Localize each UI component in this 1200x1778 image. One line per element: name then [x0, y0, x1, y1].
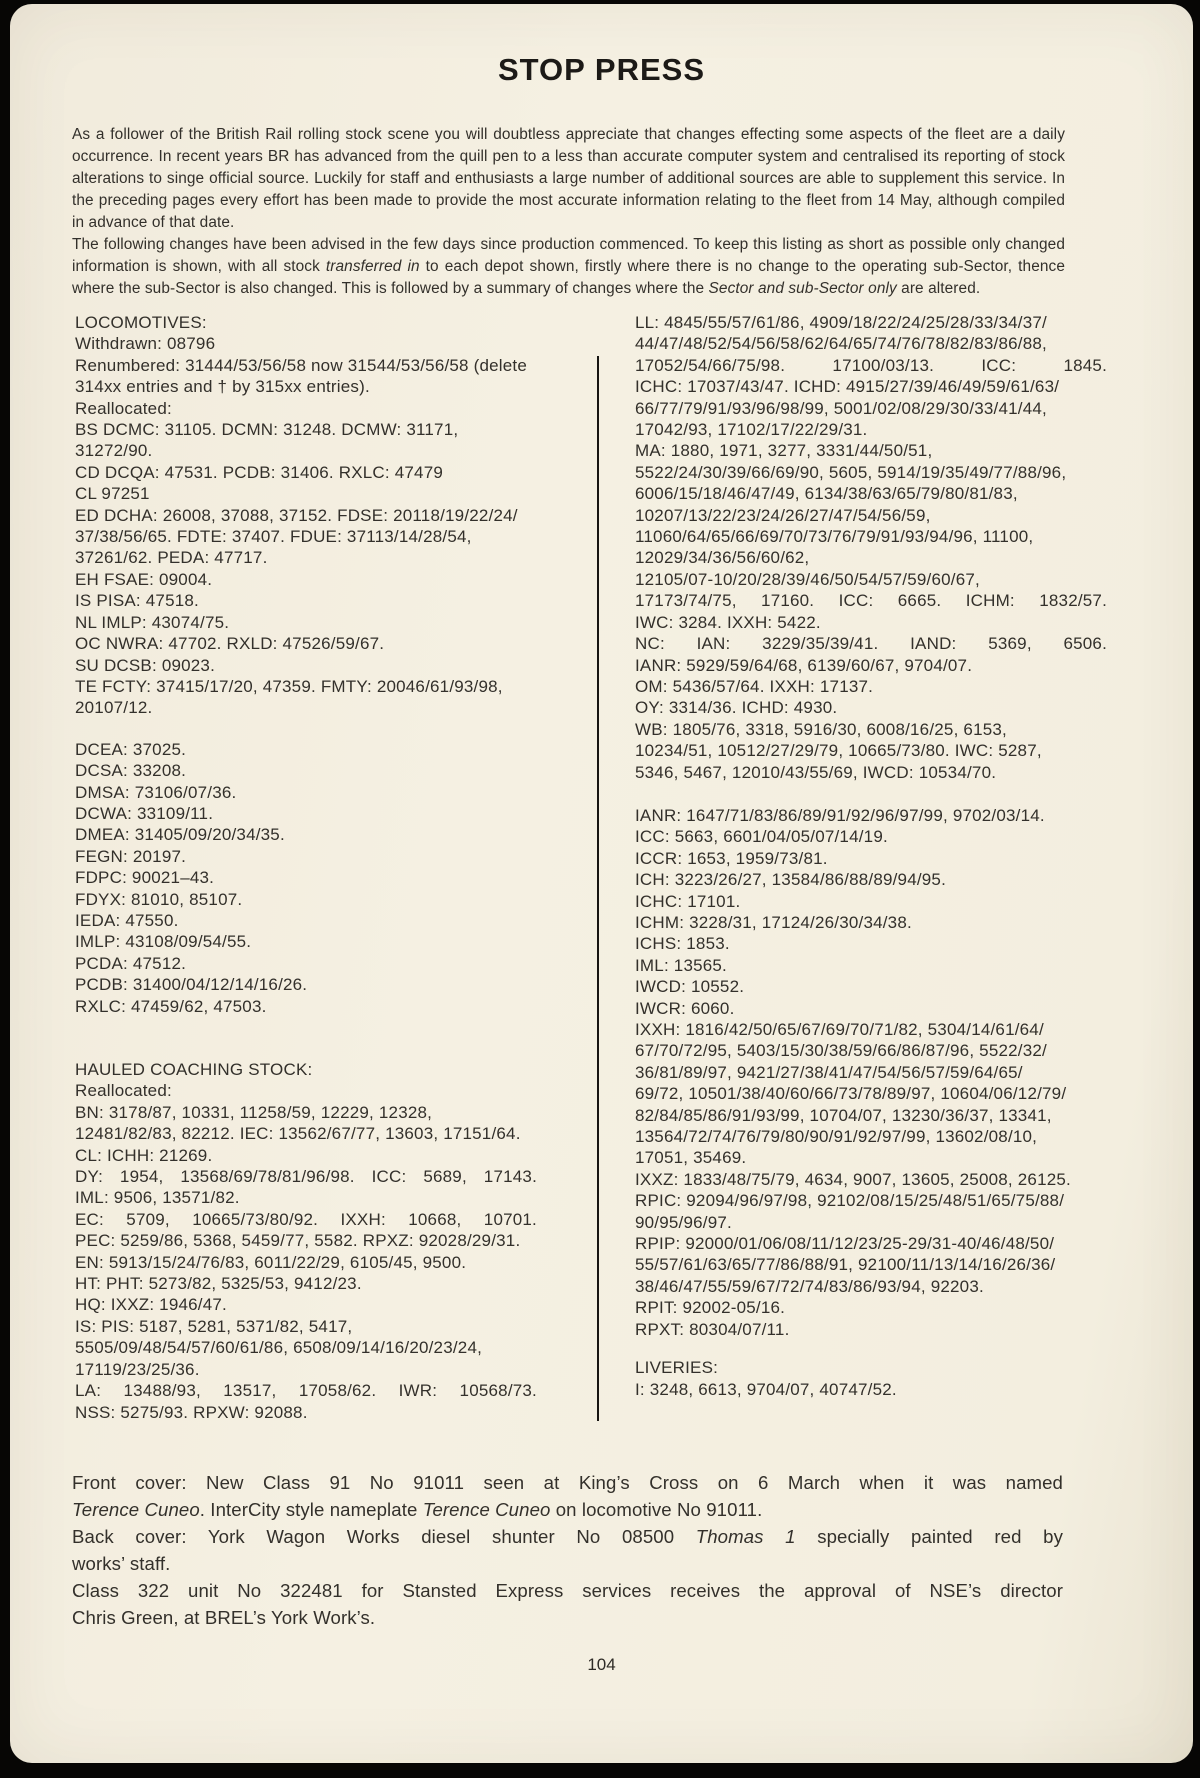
caption-line [72, 1496, 1063, 1523]
stock-line: 17051, 35469. [635, 1148, 747, 1168]
stock-line: 12481/82/83, 82212. IEC: 13562/67/77, 13603, 17151/64. [75, 1124, 521, 1144]
book-page [10, 4, 1193, 1763]
text-segment: works’ staff. [72, 1552, 171, 1574]
text-segment: Chris Green, at BREL’s York Work’s. [72, 1606, 376, 1628]
cover-caption [72, 1523, 1063, 1577]
stock-line: FDYX: 81010, 85107. [75, 889, 243, 909]
stock-line: ICHC: 17037/43/47. ICHD: 4915/27/39/46/49/59/61/63/ [635, 377, 1060, 397]
stock-line: IML: 9506, 13571/82. [75, 1188, 240, 1208]
text-segment: on locomotive No 91011. [550, 1498, 763, 1520]
stock-line: IML: 13565. [635, 955, 727, 975]
stock-line: FEGN: 20197. [75, 846, 187, 866]
stock-line: 69/72, 10501/38/40/60/66/73/78/89/97, 10604/06/12/79/ [635, 1084, 1067, 1104]
stock-line: DCEA: 37025. [75, 739, 187, 759]
stock-line: ICCR: 1653, 1959/73/81. [635, 848, 828, 868]
stock-line: 314xx entries and † by 315xx entries). [75, 377, 370, 397]
caption-line [72, 1550, 1063, 1577]
stock-line: IWC: 3284. IXXH: 5422. [635, 612, 821, 632]
stock-line: NL IMLP: 43074/75. [75, 612, 230, 632]
stock-line: LA: 13488/93, 13517, 17058/62. IWR: 10568/73. [75, 1381, 537, 1401]
caption-line [72, 1523, 1063, 1550]
text-segment: are altered. [896, 280, 981, 297]
stock-line: 12105/07-10/20/28/39/46/50/54/57/59/60/67, [635, 569, 980, 589]
stock-line: HAULED COACHING STOCK: [75, 1060, 313, 1079]
stock-line: WB: 1805/76, 3318, 5916/30, 6008/16/25, 6153, [635, 719, 1007, 739]
stock-group [75, 312, 537, 719]
stock-line: 38/46/47/55/59/67/72/74/83/86/93/94, 92203. [635, 1276, 984, 1296]
stock-line: 17052/54/66/75/98. 17100/03/13. ICC: 1845. [635, 355, 1107, 375]
stock-line: CL: ICHH: 21269. [75, 1145, 213, 1165]
stock-line: 10234/51, 10512/27/29/79, 10665/73/80. IWC: 5287, [635, 741, 1042, 761]
text-segment: Class 322 unit No 322481 for Stansted Express services receives the approval of NSE’s director [72, 1579, 1063, 1601]
stock-line: DY: 1954, 13568/69/78/81/96/98. ICC: 5689, 17143. [75, 1167, 537, 1187]
stock-line: IS: PIS: 5187, 5281, 5371/82, 5417, [75, 1316, 353, 1336]
caption-line [72, 1469, 1063, 1496]
stock-line: IXXZ: 1833/48/75/79, 4634, 9007, 13605, 25008, 26125. [635, 1169, 1071, 1189]
stock-line: DMEA: 31405/09/20/34/35. [75, 825, 285, 845]
stock-line: 37261/62. PEDA: 47717. [75, 548, 268, 568]
italic-text-segment: Terence Cuneo [422, 1498, 551, 1520]
stock-line: RPIP: 92000/01/06/08/11/12/23/25-29/31-40/46/48/50/ [635, 1234, 1055, 1254]
stock-line: HT: PHT: 5273/82, 5325/53, 9412/23. [75, 1274, 362, 1294]
stock-line: 12029/34/36/56/60/62, [635, 548, 810, 568]
stock-line: 37/38/56/65. FDTE: 37407. FDUE: 37113/14/28/54, [75, 527, 472, 547]
stock-line: SU DCSB: 09023. [75, 655, 216, 675]
caption-line [72, 1604, 1063, 1631]
stock-line: Renumbered: 31444/53/56/58 now 31544/53/56/58 (delete [75, 355, 528, 375]
stock-line: TE FCTY: 37415/17/20, 47359. FMTY: 20046/61/93/98, [75, 676, 503, 696]
page-title: STOP PRESS [498, 52, 705, 87]
page-number: 104 [587, 1654, 616, 1674]
cover-caption [72, 1577, 1063, 1631]
stock-column-left [75, 312, 537, 1423]
italic-text-segment: transferred in [325, 258, 420, 275]
stock-line: 10207/13/22/23/24/26/27/47/54/56/59, [635, 505, 931, 525]
stock-line: IWCD: 10552. [635, 977, 745, 997]
stock-line: PEC: 5259/86, 5368, 5459/77, 5582. RPXZ: 92028/29/31. [75, 1231, 521, 1251]
stock-line: FDPC: 90021–43. [75, 868, 215, 888]
stock-line: BN: 3178/87, 10331, 11258/59, 12229, 12328, [75, 1102, 433, 1122]
italic-text-segment: Thomas 1 [695, 1525, 796, 1547]
stock-line: 11060/64/65/66/69/70/73/76/79/91/93/94/96, 11100, [635, 527, 1034, 547]
column-divider-rule [597, 356, 599, 1421]
cover-captions [72, 1469, 1063, 1631]
stock-line: 31272/90. [75, 441, 153, 461]
stock-group [635, 312, 1107, 783]
italic-text-segment: Sector and sub-Sector only [708, 280, 897, 297]
stock-group [75, 1059, 537, 1423]
text-segment: specially painted red by [795, 1525, 1063, 1547]
stock-listing [75, 312, 1193, 1423]
stock-line: CD DCQA: 47531. PCDB: 31406. RXLC: 47479 [75, 462, 444, 482]
stock-line: 13564/72/74/76/79/80/90/91/92/97/99, 13602/08/10, [635, 1127, 1038, 1147]
text-segment: . InterCity style nameplate [199, 1498, 423, 1520]
stock-line: RPXT: 80304/07/11. [635, 1319, 790, 1339]
stock-line: Reallocated: [75, 398, 172, 418]
stock-line: EN: 5913/15/24/76/83, 6011/22/29, 6105/45, 9500. [75, 1252, 467, 1272]
stock-line: BS DCMC: 31105. DCMN: 31248. DCMW: 31171, [75, 420, 459, 440]
stock-line: RXLC: 47459/62, 47503. [75, 996, 267, 1016]
stock-line: OY: 3314/36. ICHD: 4930. [635, 698, 838, 718]
stock-line: Withdrawn: 08796 [75, 334, 216, 354]
stock-line: 82/84/85/86/91/93/99, 10704/07, 13230/36/37, 13341, [635, 1105, 1052, 1125]
stock-line: 5522/24/30/39/66/69/90, 5605, 5914/19/35/49/77/88/96, [635, 462, 1067, 482]
stock-line: I: 3248, 6613, 9704/07, 40747/52. [635, 1379, 897, 1399]
stock-line: ICHM: 3228/31, 17124/26/30/34/38. [635, 912, 912, 932]
cover-caption [72, 1469, 1063, 1523]
stock-line: ED DCHA: 26008, 37088, 37152. FDSE: 20118/19/22/24/ [75, 505, 518, 525]
intro-paragraph-2 [72, 234, 1065, 300]
stock-line: EC: 5709, 10665/73/80/92. IXXH: 10668, 10701. [75, 1209, 537, 1229]
stock-line: CL 97251 [75, 484, 150, 504]
text-segment: Front cover: New Class 91 No 91011 seen at King’s Cross on 6 March when it was named [72, 1471, 1063, 1493]
stock-line: ICHC: 17101. [635, 891, 741, 911]
stock-line: 17119/23/25/36. [75, 1359, 200, 1379]
intro-paragraph-1: As a follower of the British Rail rolling stock scene you will doubtless appreciate that changes effecting some aspects of the fleet are a daily occurrence. In recent years BR has advanced from the quill pen to a less than accurate computer system and centralised its reporting of stock alterations to singe official source. Luckily for staff and enthusiasts a large number of additional sources are able to supplement this service. In the preceding pages every effort has been made to provide the most accurate information relating to the fleet from 14 May, although compiled in advance of that date. [72, 126, 1065, 231]
stock-group [635, 805, 1107, 1340]
text-segment: to each depot shown, firstly where there is no change to the operating sub-Sector, thence where the sub-Sector is also changed. This is followed by a summary of changes where the [72, 258, 1065, 297]
stock-line: IANR: 1647/71/83/86/89/91/92/96/97/99, 9702/03/14. [635, 805, 1045, 825]
stock-line: 36/81/89/97, 9421/27/38/41/47/54/56/57/59/64/65/ [635, 1062, 1023, 1082]
stock-line: IMLP: 43108/09/54/55. [75, 932, 252, 952]
stock-column-right [635, 312, 1107, 1423]
stock-line: LL: 4845/55/57/61/86, 4909/18/22/24/25/28/33/34/37/ [635, 313, 1047, 332]
stock-line: MA: 1880, 1971, 3277, 3331/44/50/51, [635, 441, 933, 461]
stock-line: OC NWRA: 47702. RXLD: 47526/59/67. [75, 634, 385, 654]
stock-line: HQ: IXXZ: 1946/47. [75, 1295, 227, 1315]
stock-line: NSS: 5275/93. RPXW: 92088. [75, 1402, 308, 1422]
stock-line: 17173/74/75, 17160. ICC: 6665. ICHM: 1832/57. [635, 591, 1107, 611]
stock-line: RPIT: 92002-05/16. [635, 1298, 786, 1318]
stock-line: DCSA: 33208. [75, 761, 187, 781]
stock-line: IWCR: 6060. [635, 998, 735, 1018]
stock-line: PCDA: 47512. [75, 953, 187, 973]
stock-line: PCDB: 31400/04/12/14/16/26. [75, 975, 308, 995]
stock-line: ICC: 5663, 6601/04/05/07/14/19. [635, 827, 888, 847]
stock-line: EH FSAE: 09004. [75, 569, 213, 589]
stock-line: DMSA: 73106/07/36. [75, 782, 237, 802]
text-segment: The following changes have been advised in the few days since production commenced. To keep this listing as short as possible only changed information is shown, with all stock [72, 236, 1065, 275]
stock-group [75, 739, 537, 1017]
stock-line: 5505/09/48/54/57/60/61/86, 6508/09/14/16/20/23/24, [75, 1338, 483, 1358]
italic-text-segment: Terence Cuneo [72, 1498, 200, 1520]
stock-line: IANR: 5929/59/64/68, 6139/60/67, 9704/07. [635, 655, 973, 675]
text-segment: Back cover: York Wagon Works diesel shunter No 08500 [72, 1525, 696, 1547]
stock-line: ICH: 3223/26/27, 13584/86/88/89/94/95. [635, 870, 947, 890]
intro-text [72, 124, 1065, 300]
stock-line: RPIC: 92094/96/97/98, 92102/08/15/25/48/51/65/75/88/ [635, 1191, 1065, 1211]
stock-line: NC: IAN: 3229/35/39/41. IAND: 5369, 6506. [635, 634, 1107, 654]
stock-line: 6006/15/18/46/47/49, 6134/38/63/65/79/80/81/83, [635, 484, 1018, 504]
stock-line: Reallocated: [75, 1081, 172, 1101]
stock-line: LOCOMOTIVES: [75, 313, 207, 332]
stock-line: 90/95/96/97. [635, 1212, 732, 1232]
stock-line: 66/77/79/91/93/96/98/99, 5001/02/08/29/30/33/41/44, [635, 398, 1047, 418]
stock-line: ICHS: 1853. [635, 934, 730, 954]
stock-line: 20107/12. [75, 698, 153, 718]
stock-line: 55/57/61/63/65/77/86/88/91, 92100/11/13/14/16/26/36/ [635, 1255, 1056, 1275]
stock-line: IXXH: 1816/42/50/65/67/69/70/71/82, 5304/14/61/64/ [635, 1020, 1044, 1039]
stock-line: OM: 5436/57/64. IXXH: 17137. [635, 676, 874, 696]
stock-line: DCWA: 33109/11. [75, 803, 214, 823]
stock-line: 5346, 5467, 12010/43/55/69, IWCD: 10534/70. [635, 762, 997, 782]
caption-line [72, 1577, 1063, 1604]
stock-line: 44/47/48/52/54/56/58/62/64/65/74/76/78/82/83/86/88, [635, 334, 1047, 354]
stock-line: IS PISA: 47518. [75, 591, 199, 611]
stock-line: 17042/93, 17102/17/22/29/31. [635, 420, 868, 440]
stock-line: IEDA: 47550. [75, 910, 179, 930]
column-gap [537, 312, 635, 1423]
stock-line: 67/70/72/95, 5403/15/30/38/59/66/86/87/96, 5522/32/ [635, 1041, 1047, 1061]
stock-line: LIVERIES: [635, 1358, 719, 1378]
stock-group [635, 1357, 1107, 1400]
